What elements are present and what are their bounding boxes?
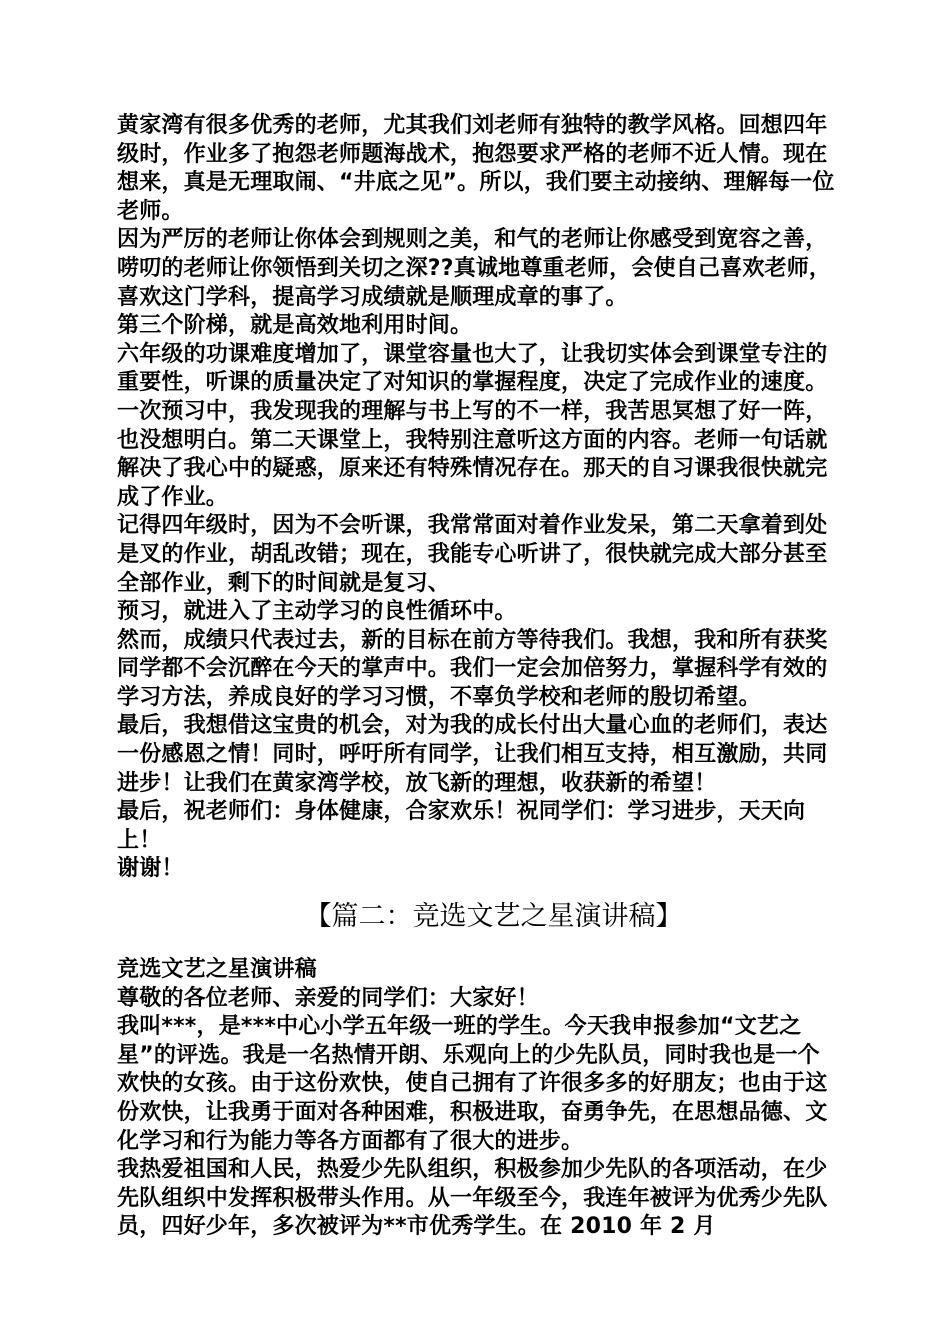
paragraph-third-step: 第三个阶梯，就是高效地利用时间。 — [117, 313, 473, 339]
paragraph-self-introduction: 我叫***，是***中心小学五年级一班的学生。今天我申报参加“文艺之星”的评选。我是一名热情开朗、乐观向上的少先队员，同时我也是一个欢快的女孩。由于这份欢快，使自己拥有了许很多多的好朋友；也由于这份欢快，让我勇于面对各种困难，积极进取，奋勇争先，在思想品德、文化学习和行为能力等各方面都有了很大的进步。 — [117, 1014, 828, 1154]
paragraph-respect-teachers: 因为严厉的老师让你体会到规则之美，和气的老师让你感受到宽容之善，唠叨的老师让你领悟到关切之深??真诚地尊重老师，会使自己喜欢老师，喜欢这门学科，提高学习成绩就是顺理成章的事了。 — [117, 227, 832, 310]
paragraph-best-wishes: 最后，祝老师们：身体健康，合家欢乐！祝同学们：学习进步，天天向上！ — [117, 799, 806, 853]
paragraph-preview-cycle: 预习，就进入了主动学习的良性循环中。 — [117, 599, 517, 625]
paragraph-thanks: 谢谢！ — [117, 856, 184, 882]
paragraph-achievements: 我热爱祖国和人民，热爱少先队组织，积极参加少先队的各项活动，在少先队组织中发挥积极带头作用。从一年级至今，我连年被评为优秀少先队员，四好少年，多次被评为**市优秀学生。在 2010 年 2 月 — [117, 1157, 828, 1240]
paragraph-greeting: 尊敬的各位老师、亲爱的同学们：大家好！ — [117, 985, 539, 1011]
speech-part-one — [117, 112, 840, 884]
speech-subtitle: 竞选文艺之星演讲稿 — [117, 957, 317, 983]
paragraph-teachers-style: 黄家湾有很多优秀的老师，尤其我们刘老师有独特的教学风格。回想四年级时，作业多了抱怨老师题海战术，抱怨要求严格的老师不近人情。现在想来，真是无理取闹、“井底之见”。所以，我们要主动接纳、理解每一位老师。 — [117, 113, 835, 224]
paragraph-grade-six: 六年级的功课难度增加了，课堂容量也大了，让我切实体会到课堂专注的重要性，听课的质量决定了对知识的掌握程度，决定了完成作业的速度。一次预习中，我发现我的理解与书上写的不一样，我苦思冥想了好一阵，也没想明白。第二天课堂上，我特别注意听这方面的内容。老师一句话就解决了我心中的疑惑，原来还有特殊情况存在。那天的自习课我很快就完成了作业。 — [117, 341, 828, 510]
paragraph-grade-four: 记得四年级时，因为不会听课，我常常面对着作业发呆，第二天拿着到处是叉的作业，胡乱改错；现在，我能专心听讲了，很快就完成大部分甚至全部作业，剩下的时间就是复习、 — [117, 513, 828, 596]
paragraph-gratitude: 最后，我想借这宝贵的机会，对为我的成长付出大量心血的老师们，表达一份感恩之情！同时，呼吁所有同学，让我们相互支持，相互激励，共同进步！让我们在黄家湾学校，放飞新的理想，收获新的希望！ — [117, 713, 828, 796]
paragraph-new-goals: 然而，成绩只代表过去，新的目标在前方等待我们。我想，我和所有获奖同学都不会沉醉在今天的掌声中。我们一定会加倍努力，掌握科学有效的学习方法，养成良好的学习习惯，不辜负学校和老师的殷切希望。 — [117, 627, 828, 710]
section-title: 【篇二：竞选文艺之星演讲稿】 — [304, 901, 683, 933]
speech-part-two — [117, 956, 840, 1242]
